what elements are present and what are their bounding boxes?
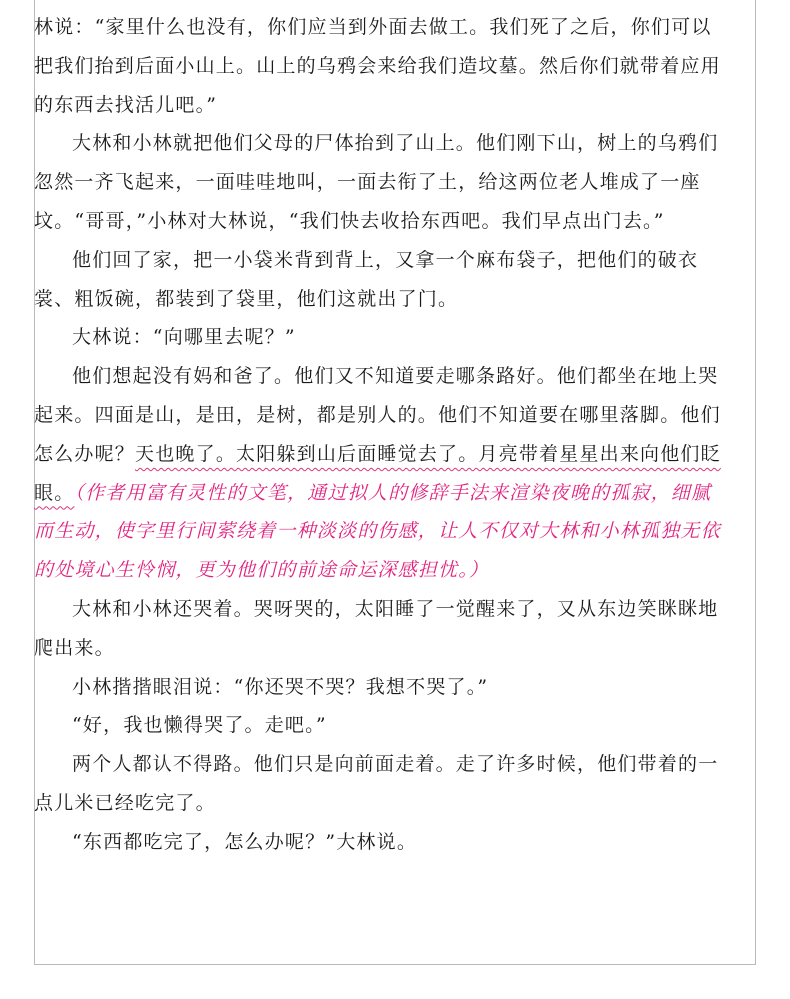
paragraph-7: 小林揩揩眼泪说：“你还哭不哭？我想不哭了。” (72, 675, 489, 698)
paragraph-8: “好，我也懒得哭了。走吧。” (72, 714, 327, 737)
document-body (34, 8, 724, 862)
paragraph-3: 他们回了家，把一小袋米背到背上，又拿一个麻布袋子，把他们的破衣裳、粗饭碗，都装到了袋里，他们这就出了门。 (34, 248, 699, 310)
paragraph-9: 两个人都认不得路。他们只是向前面走着。走了许多时候，他们带着的一点儿米已经吃完了。 (34, 753, 719, 814)
annotation-note: （作者用富有灵性的文笔，通过拟人的修辞手法来渲染夜晚的孤寂，细腻而生动，使字里行间萦绕着一种淡淡的伤感，让人不仅对大林和小林孤独无依的处境心生怜悯，更为他们的前途命运深感担忧。） (34, 481, 721, 582)
paragraph-5 (34, 357, 724, 590)
paragraph-10: “东西都吃完了，怎么办呢？”大林说。 (72, 830, 418, 853)
paragraph-1: 林说：“家里什么也没有，你们应当到外面去做工。我们死了之后，你们可以把我们抬到后面小山上。山上的乌鸦会来给我们造坟墓。然后你们就带着应用的东西去找活儿吧。” (34, 16, 721, 116)
paragraph-6: 大林和小林还哭着。哭呀哭的，太阳睡了一觉醒来了，又从东边笑眯眯地爬出来。 (34, 597, 719, 659)
paragraph-5-plain: 他们想起没有妈和爸了。他们又不知道要走哪条路好。他们都坐在地上哭起来。四面是山，是田，是树，都是别人的。他们不知道要在哪里落脚。他们怎么办呢？ (34, 365, 721, 465)
paragraph-2: 大林和小林就把他们父母的尸体抬到了山上。他们刚下山，树上的乌鸦们忽然一齐飞起来，一面哇哇地叫，一面去衔了土，给这两位老人堆成了一座坟。“哥哥，”小林对大林说，“我们快去收拾东西吧。我们早点出门去。” (34, 132, 719, 232)
paragraph-4: 大林说：“向哪里去呢？” (72, 326, 296, 349)
wavy-underlined-sentence: 天也晚了。太阳躲到山后面睡觉去了。月亮带着星星出来向他们眨眼。 (34, 442, 721, 504)
